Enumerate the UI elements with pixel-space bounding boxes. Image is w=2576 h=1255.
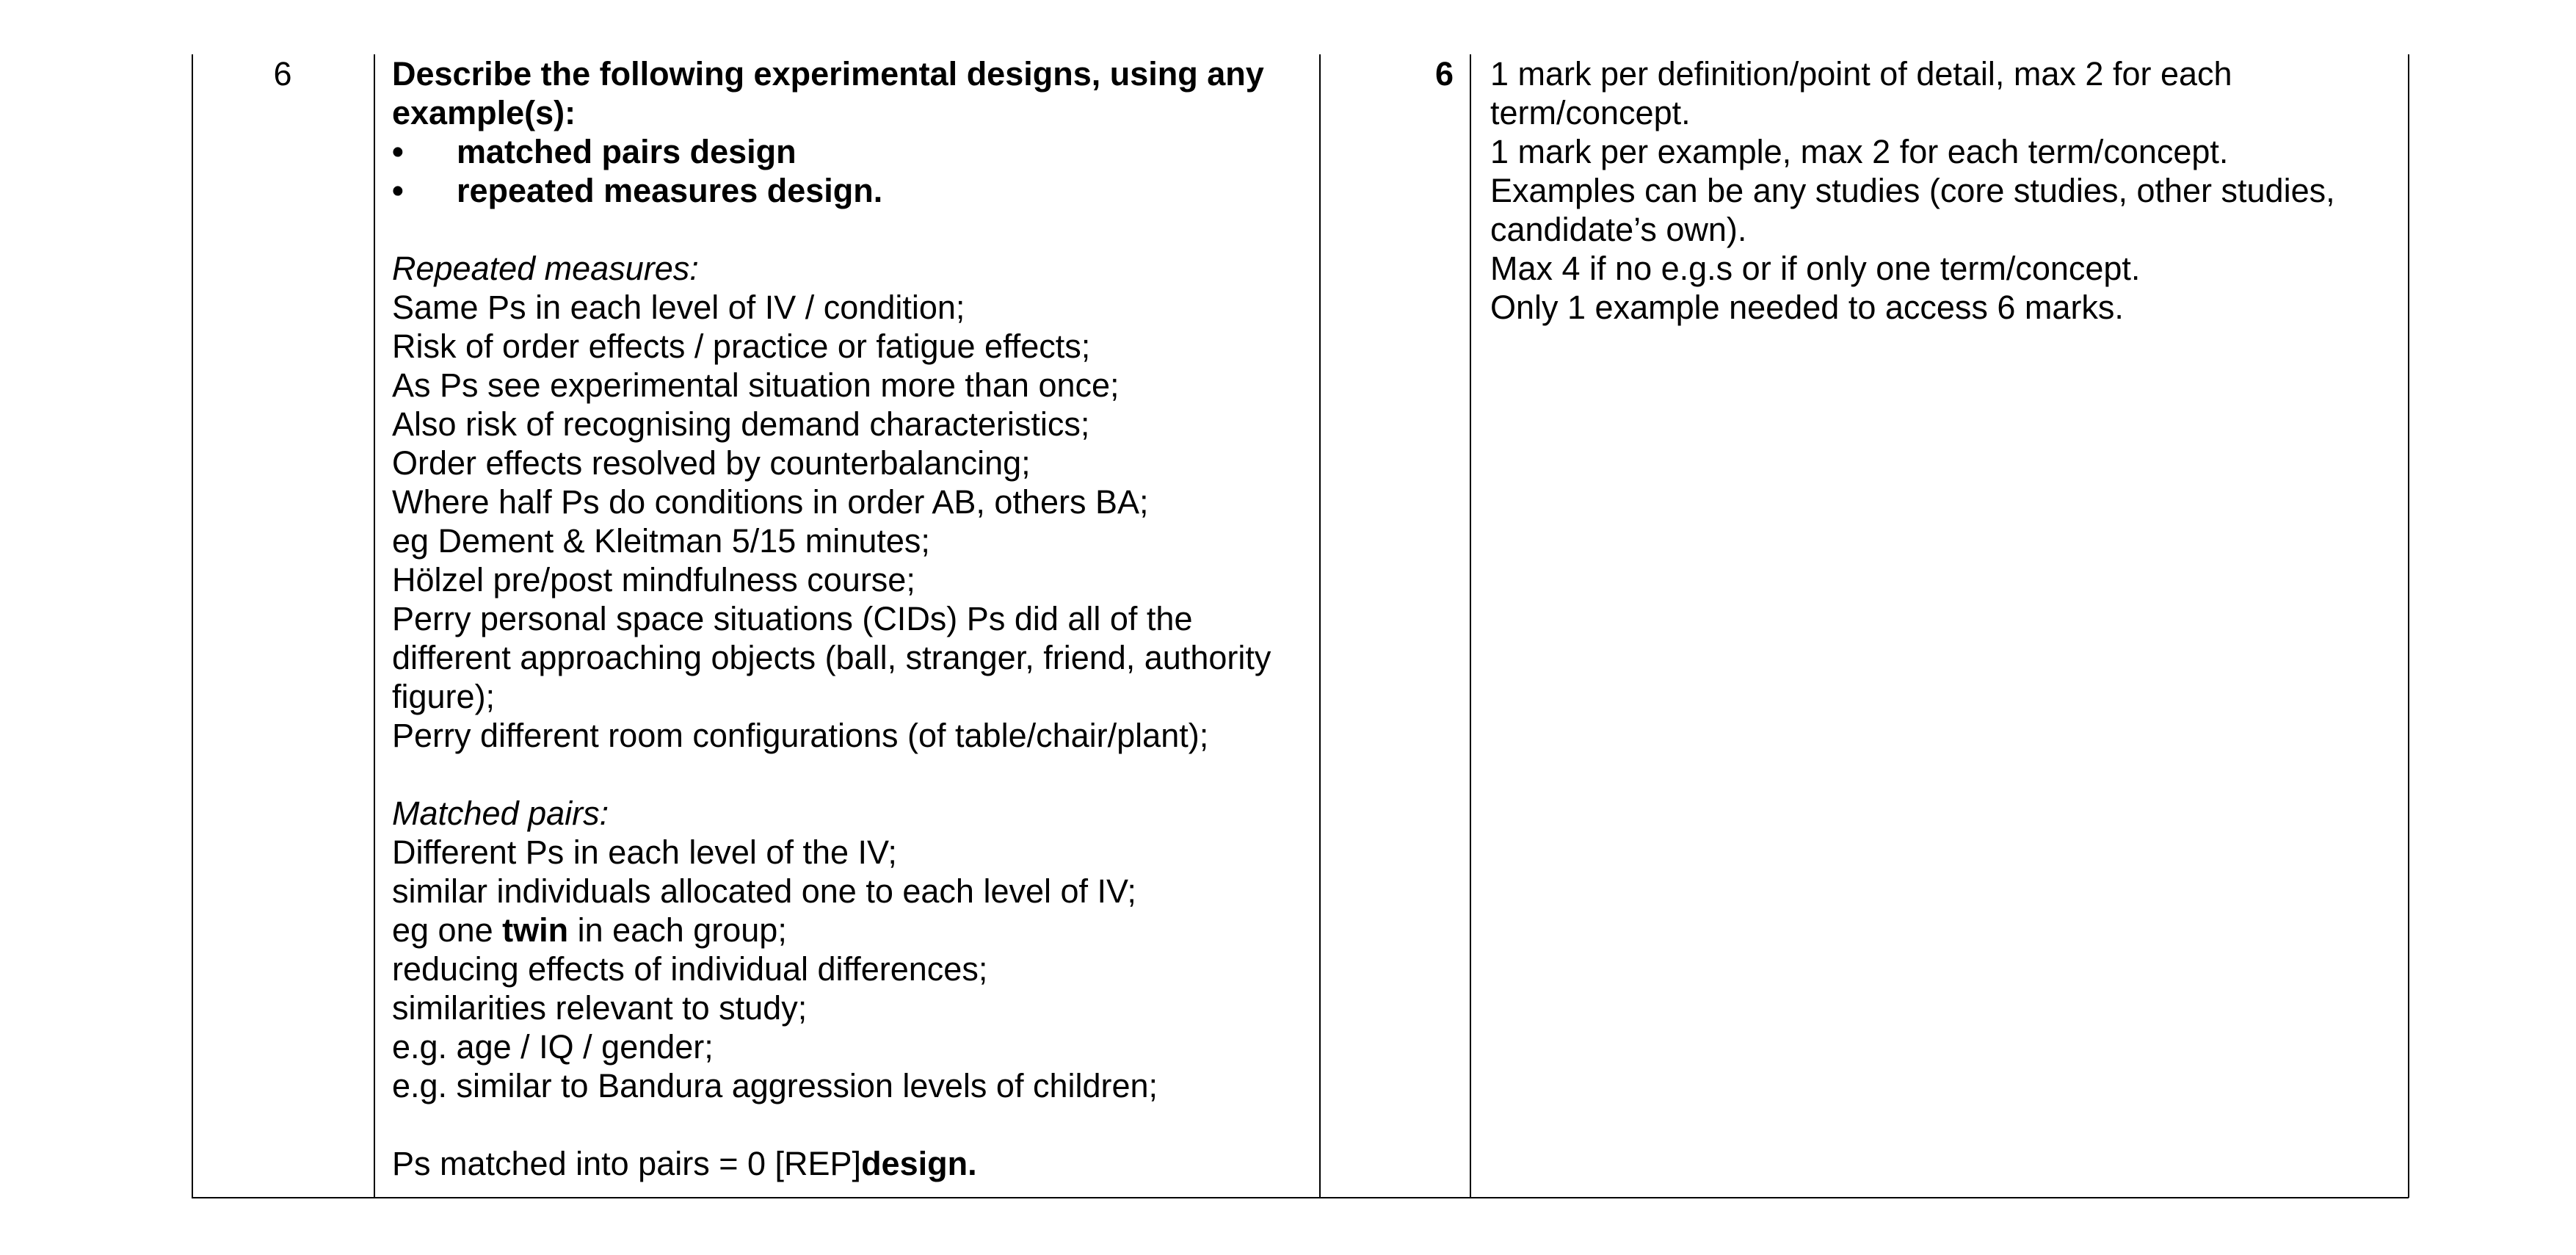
answer-line: Where half Ps do conditions in order AB, others BA; xyxy=(392,483,1149,521)
answer-line: Order effects resolved by counterbalancing; xyxy=(392,444,1031,482)
answer-line: Different Ps in each level of the IV; xyxy=(392,833,897,871)
spacer xyxy=(392,1105,1302,1144)
answer-line: Risk of order effects / practice or fatigue effects; xyxy=(392,328,1091,365)
answer-line: e.g. age / IQ / gender; xyxy=(392,1028,714,1066)
answer-line: similar individuals allocated one to each level of IV; xyxy=(392,872,1136,910)
answer-line-twin xyxy=(392,911,1302,950)
column-divider-marks xyxy=(1470,54,1471,1198)
guidance-line: Examples can be any studies (core studies, other studies, candidate’s own). xyxy=(1490,172,2335,248)
spacer xyxy=(392,755,1302,794)
twin-emphasis: twin xyxy=(502,911,569,949)
answer-line: Perry personal space situations (CIDs) Ps did all of the different approaching objects (ball, stranger, friend, authority figure); xyxy=(392,600,1271,715)
question-number-cell xyxy=(192,54,374,93)
column-divider-question xyxy=(374,54,375,1198)
final-note-text: Ps matched into pairs = 0 [REP] xyxy=(392,1145,862,1182)
twin-suffix: in each group; xyxy=(568,911,787,949)
guidance-line: 1 mark per example, max 2 for each term/concept. xyxy=(1490,133,2229,170)
answer-line: As Ps see experimental situation more than once; xyxy=(392,366,1120,404)
answer-line: reducing effects of individual differences; xyxy=(392,950,988,988)
final-note xyxy=(392,1144,1302,1183)
bullet-icon: • xyxy=(392,133,404,170)
repeated-measures-heading: Repeated measures: xyxy=(392,250,699,287)
bullet-icon: • xyxy=(392,172,404,209)
guidance-line: Only 1 example needed to access 6 marks. xyxy=(1490,289,2124,326)
final-note-emphasis: design. xyxy=(861,1145,977,1182)
answer-line: Same Ps in each level of IV / condition; xyxy=(392,289,965,326)
marks-cell xyxy=(1320,54,1461,93)
table-border-left xyxy=(192,54,193,1198)
bullet-text: repeated measures design. xyxy=(457,172,883,209)
answer-line: Hölzel pre/post mindfulness course; xyxy=(392,561,915,598)
answer-line: e.g. similar to Bandura aggression levels of children; xyxy=(392,1067,1158,1104)
bullet-text: matched pairs design xyxy=(457,133,797,170)
question-number: 6 xyxy=(273,55,292,93)
matched-pairs-heading: Matched pairs: xyxy=(392,795,609,832)
answer-line: eg Dement & Kleitman 5/15 minutes; xyxy=(392,522,930,560)
question-text: Describe the following experimental designs, using any example(s): xyxy=(392,55,1264,131)
table-border-bottom xyxy=(192,1197,2409,1198)
answer-line: Perry different room configurations (of table/chair/plant); xyxy=(392,717,1209,754)
spacer xyxy=(392,210,1302,249)
twin-prefix: eg one xyxy=(392,911,503,949)
guidance-line: 1 mark per definition/point of detail, max 2 for each term/concept. xyxy=(1490,55,2232,131)
marks-value: 6 xyxy=(1434,55,1454,93)
guidance-line: Max 4 if no e.g.s or if only one term/concept. xyxy=(1490,250,2141,287)
bullet-item xyxy=(392,132,1302,171)
table-border-right xyxy=(2408,54,2409,1198)
bullet-item xyxy=(392,171,1302,210)
guidance-cell xyxy=(1490,54,2401,327)
answer-cell xyxy=(392,54,1302,1183)
answer-line: similarities relevant to study; xyxy=(392,989,808,1027)
column-divider-answer xyxy=(1319,54,1321,1198)
answer-line: Also risk of recognising demand characteristics; xyxy=(392,405,1090,443)
